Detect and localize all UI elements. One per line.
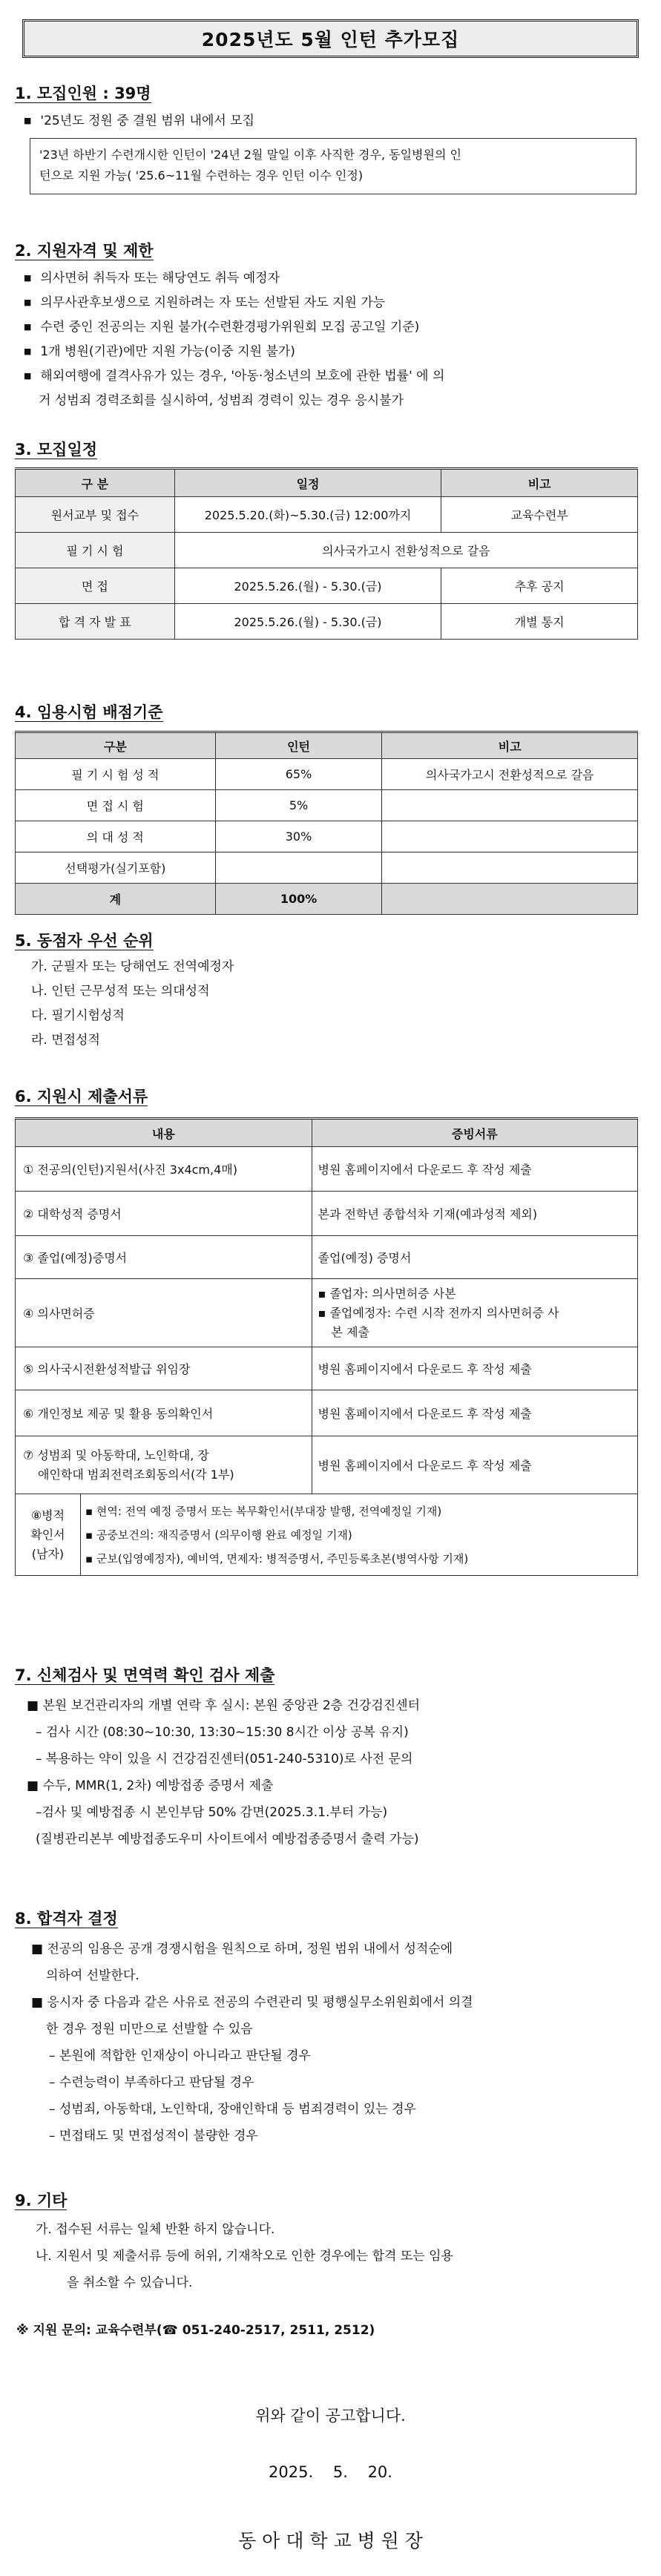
closing-text: 위와 같이 공고합니다. xyxy=(255,2407,406,2425)
priority-item: 라. 면접성적 xyxy=(31,1033,100,1048)
table-row: 필 기 시 험 성 적 65% 의사국가고시 전환성적으로 갈음 xyxy=(16,759,638,790)
schedule-header: 비고 xyxy=(441,469,638,497)
selection-line: – 수련능력이 부족하다고 판담될 경우 xyxy=(49,2075,254,2090)
table-row: ⑧병적 확인서 (남자) ▪ 현역: 전역 예정 증명서 또는 복무확인서(부대장 발행, 전역예정일 기재) ▪ 공중보건의: 재직증명서 (의무이행 완료 예정일 기재) ▪ 군보(입영예정자), 예비역, 면제자: 병적증명서, 주민등록초본(병역사항 기재) xyxy=(16,1494,638,1576)
priority-item: 나. 인턴 근무성적 또는 의대성적 xyxy=(31,984,210,999)
health-line: – 검사 시간 (08:30~10:30, 13:30~15:30 8시간 이상 공복 유지) xyxy=(36,1725,409,1740)
scoring-header: 구분 xyxy=(16,732,216,759)
qual-item: ■ 의무사관후보생으로 지원하려는 자 또는 선발된 자도 지원 가능 xyxy=(24,293,385,314)
scoring-header: 비고 xyxy=(382,732,638,759)
notice-title: 2025년도 5월 인턴 추가모집 xyxy=(22,19,639,58)
note-line-1: '23년 하반기 수련개시한 인턴이 '24년 2월 말일 이후 사직한 경우, 동일병원의 인 xyxy=(39,148,461,162)
table-row: ⑦ 성범죄 및 아동학대, 노인학대, 장 애인학대 범죄전력조회동의서(각 1부) 병원 홈페이지에서 다운로드 후 작성 제출 xyxy=(16,1436,638,1494)
section-2-heading: 2. 지원자격 및 제한 xyxy=(15,242,154,260)
qual-item-cont: 거 성범죄 경력조회를 실시하여, 성범죄 경력이 있는 경우 응시불가 xyxy=(39,393,404,408)
section-5-heading: 5. 동점자 우선 순위 xyxy=(15,932,154,950)
selection-line: ■ 전공의 임용은 공개 경쟁시험을 원칙으로 하며, 정원 범위 내에서 성적순에 xyxy=(31,1942,453,1956)
health-line: (질병관리본부 예방접종도우미 사이트에서 예방접종증명서 출력 가능) xyxy=(36,1832,419,1847)
contact-info: ※ 지원 문의: 교육수련부(☎ 051-240-2517, 2511, 2512) xyxy=(16,2323,375,2338)
table-row: 면 접 2025.5.26.(월) - 5.30.(금) 추후 공지 xyxy=(16,568,638,604)
health-line: – 복용하는 약이 있을 시 건강검진센터(051-240-5310)로 사전 문의 xyxy=(36,1752,413,1767)
scoring-table xyxy=(15,731,638,915)
schedule-table xyxy=(15,467,638,640)
organization-name: 동 아 대 학 교 병 원 장 xyxy=(238,2530,423,2552)
qual-item: ■ 의사면허 취득자 또는 해당연도 취득 예정자 xyxy=(24,269,280,289)
table-row: ⑤ 의사국시전환성적발급 위임장 병원 홈페이지에서 다운로드 후 작성 제출 xyxy=(16,1347,638,1390)
section-1-heading: 1. 모집인원 : 39명 xyxy=(15,85,151,102)
notice-date: 2025. 5. 20. xyxy=(269,2463,392,2481)
note-line-2: 턴으로 지원 가능( '25.6~11월 수련하는 경우 인턴 이수 인정) xyxy=(39,168,364,183)
qual-item: ■ 수련 중인 전공의는 지원 불가(수련환경평가위원회 모집 공고일 기준) xyxy=(24,318,419,338)
table-row: ① 전공의(인턴)지원서(사진 3x4cm,4매) 병원 홈페이지에서 다운로드 후 작성 제출 xyxy=(16,1147,638,1192)
section-7-heading: 7. 신체검사 및 면역력 확인 검사 제출 xyxy=(15,1666,275,1684)
table-row: 합 격 자 발 표 2025.5.26.(월) - 5.30.(금) 개별 통지 xyxy=(16,604,638,640)
documents-header: 증빙서류 xyxy=(312,1119,637,1147)
priority-item: 가. 군필자 또는 당해연도 전역예정자 xyxy=(31,959,234,974)
section-4-heading: 4. 임용시험 배점기준 xyxy=(15,703,163,721)
qual-item: ■ 해외여행에 결격사유가 있는 경우, '아동·청소년의 보호에 관한 법률' 에 의 xyxy=(24,367,444,387)
documents-table xyxy=(15,1117,638,1576)
table-row: 의 대 성 적 30% xyxy=(16,821,638,852)
table-row: 계 100% xyxy=(16,884,638,915)
table-row: ⑥ 개인정보 제공 및 활용 동의확인서 병원 홈페이지에서 다운로드 후 작성 제출 xyxy=(16,1390,638,1436)
table-row: ③ 졸업(예정)증명서 졸업(예정) 증명서 xyxy=(16,1236,638,1279)
health-line: ■ 본원 보건관리자의 개별 연락 후 실시: 본원 중앙관 2층 건강검진센터 xyxy=(27,1698,421,1713)
selection-line: 한 경우 정원 미만으로 선발할 수 있음 xyxy=(46,2022,253,2037)
table-row: 면 접 시 험 5% xyxy=(16,790,638,821)
selection-line: – 본원에 적합한 인재상이 아니라고 판단될 경우 xyxy=(49,2048,311,2063)
selection-line: 의하여 선발한다. xyxy=(46,1968,139,1983)
misc-line: 을 취소할 수 있습니다. xyxy=(67,2276,193,2290)
table-row: 선택평가(실기포함) xyxy=(16,852,638,884)
recruit-bullet: ■ '25년도 정원 중 결원 범위 내에서 모집 xyxy=(24,111,254,132)
misc-line: 나. 지원서 및 제출서류 등에 허위, 기재착오로 인한 경우에는 합격 또는 임용 xyxy=(36,2249,453,2264)
selection-line: – 면접태도 및 면접성적이 불량한 경우 xyxy=(49,2129,258,2143)
misc-line: 가. 접수된 서류는 일체 반환 하지 않습니다. xyxy=(36,2222,275,2237)
section-9-heading: 9. 기타 xyxy=(15,2192,68,2209)
section-3-heading: 3. 모집일정 xyxy=(15,441,98,459)
health-line: ■ 수두, MMR(1, 2차) 예방접종 증명서 제출 xyxy=(27,1778,274,1793)
scoring-header: 인턴 xyxy=(215,732,382,759)
table-row: ② 대학성적 증명서 본과 전학년 종합석차 기재(예과성적 제외) xyxy=(16,1192,638,1236)
documents-header: 내용 xyxy=(16,1119,312,1147)
selection-line: – 성범죄, 아동학대, 노인학대, 장애인학대 등 범죄경력이 있는 경우 xyxy=(49,2102,416,2117)
health-line: –검사 및 예방접종 시 본인부담 50% 감면(2025.3.1.부터 가능) xyxy=(36,1805,388,1820)
selection-line: ■ 응시자 중 다음과 같은 사유로 전공의 수련관리 및 평행실무소위원회에서 의결 xyxy=(31,1995,473,2010)
priority-item: 다. 필기시험성적 xyxy=(31,1008,125,1023)
table-row: ④ 의사면허증 ▪ 졸업자: 의사면허증 사본 ▪ 졸업예정자: 수련 시작 전까지 의사면허증 사 본 제출 xyxy=(16,1279,638,1347)
section-8-heading: 8. 합격자 결정 xyxy=(15,1910,118,1928)
schedule-header: 구 분 xyxy=(16,469,175,497)
note-box xyxy=(30,138,637,194)
table-row: 원서교부 및 접수 2025.5.20.(화)~5.30.(금) 12:00까지 교육수련부 xyxy=(16,497,638,533)
section-6-heading: 6. 지원시 제출서류 xyxy=(15,1088,148,1105)
qual-item: ■ 1개 병원(기관)에만 지원 가능(이중 지원 불가) xyxy=(24,342,295,363)
table-row: 필 기 시 험 의사국가고시 전환성적으로 갈음 xyxy=(16,533,638,568)
schedule-header: 일정 xyxy=(174,469,441,497)
